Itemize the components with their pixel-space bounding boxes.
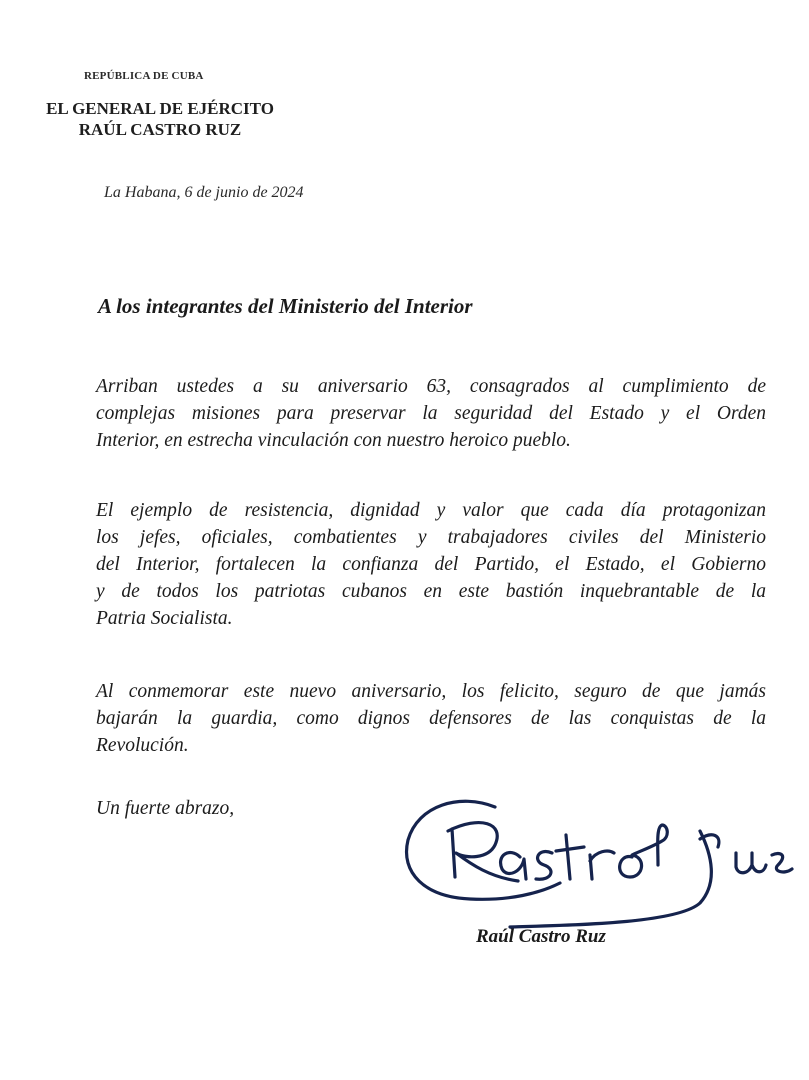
- signer-name: Raúl Castro Ruz: [476, 926, 606, 947]
- paragraph-line: los jefes, oficiales, combatientes y trabajadores civiles del Ministerio: [96, 527, 766, 548]
- paragraph-3: [96, 678, 766, 759]
- letterhead-rank: EL GENERAL DE EJÉRCITO: [46, 99, 274, 118]
- paragraph-line: y de todos los patriotas cubanos en este bastión inquebrantable de la: [96, 581, 766, 602]
- paragraph-line: del Interior, fortalecen la confianza del Partido, el Estado, el Gobierno: [96, 554, 766, 575]
- date-line: La Habana, 6 de junio de 2024: [104, 184, 304, 201]
- letterhead-name: RAÚL CASTRO RUZ: [78, 120, 242, 139]
- paragraph-2: [96, 497, 766, 632]
- closing: Un fuerte abrazo,: [96, 798, 235, 819]
- signature-image: [400, 785, 795, 935]
- paragraph-line: complejas misiones para preservar la seguridad del Estado y el Orden: [96, 403, 766, 424]
- salutation: A los integrantes del Ministerio del Interior: [98, 294, 473, 318]
- letterhead-country: REPÚBLICA DE CUBA: [84, 70, 204, 82]
- paragraph-line: Interior, en estrecha vinculación con nuestro heroico pueblo.: [96, 430, 571, 451]
- paragraph-line: Arriban ustedes a su aniversario 63, consagrados al cumplimiento de: [96, 376, 766, 397]
- paragraph-line: Al conmemorar este nuevo aniversario, los felicito, seguro de que jamás: [96, 681, 766, 702]
- paragraph-line: Revolución.: [96, 735, 189, 756]
- letterhead-title: [40, 98, 280, 140]
- paragraph-line: Patria Socialista.: [96, 608, 233, 629]
- paragraph-line: El ejemplo de resistencia, dignidad y valor que cada día protagonizan: [96, 500, 766, 521]
- paragraph-1: [96, 373, 766, 454]
- paragraph-line: bajarán la guardia, como dignos defensores de las conquistas de la: [96, 708, 766, 729]
